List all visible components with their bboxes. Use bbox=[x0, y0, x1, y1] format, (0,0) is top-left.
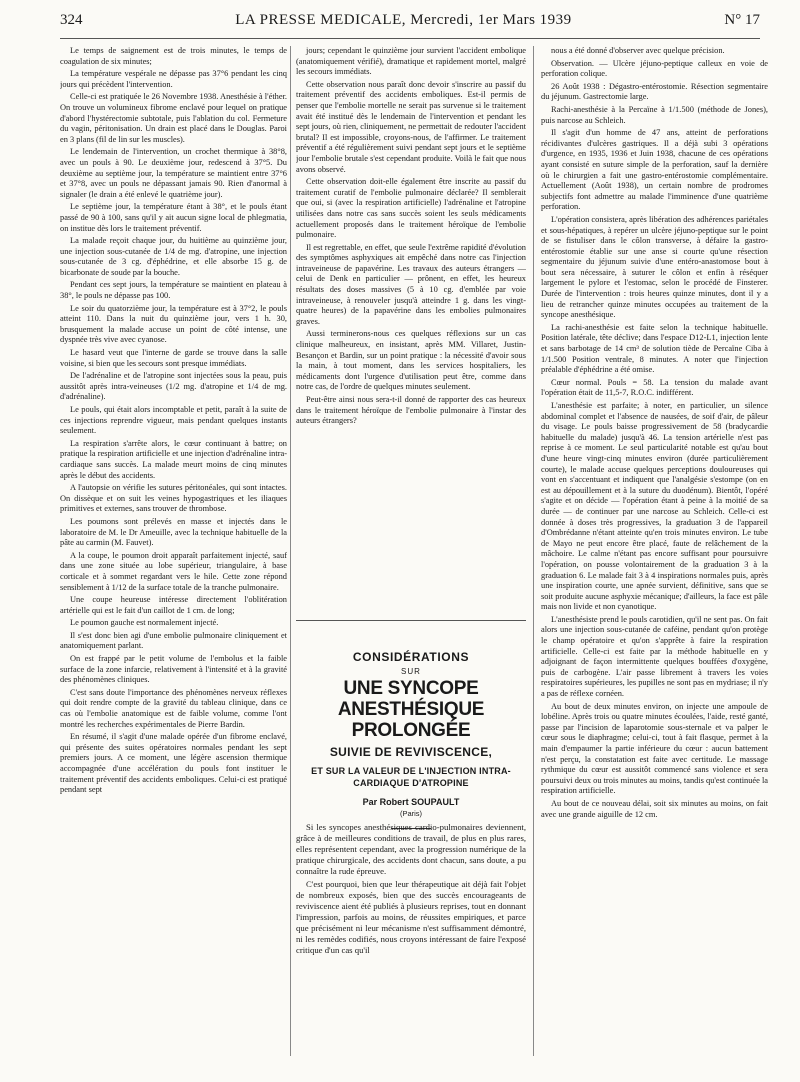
paragraph: Cœur normal. Pouls = 58. La tension du malade avant l'opération était de 11,5-7, R.O.C. indifférent. bbox=[541, 377, 768, 398]
paragraph: Au bout de ce nouveau délai, soit six minutes au moins, on fait avec une grande aiguille de 12 cm. bbox=[541, 798, 768, 819]
paragraph: nous a été donné d'observer avec quelque précision. bbox=[551, 46, 725, 55]
paragraph: La rachi-anesthésie est faite selon la technique habituelle. Position latérale, tête déclive; dans l'espace D12-L1, injection lente et sans barbotage de 14 cm³ de solution tiède de Percaïne Ciba à 1/1.500 Position ventrale, 8 minutes. A noter que l'injection préalable d'éphédrine a été omise. bbox=[541, 322, 768, 375]
paragraph: De l'adrénaline et de l'atropine sont injectées sous la peau, puis aussitôt après intra-veineuses (1/2 mg. d'atropine et 1/4 de mg. d'adrénaline). bbox=[60, 371, 287, 402]
paragraph: A l'autopsie on vérifie les sutures péritonéales, qui sont intactes. On dissèque et on suit les veines hypogastriques et les iliaques primitives et externes, sans trouver de thrombose. bbox=[60, 483, 287, 514]
paragraph: Le pouls, qui était alors incomptable et petit, paraît à la suite de ces injections reprendre vigueur, mais pendant quelques instants seulement. bbox=[60, 405, 287, 436]
paragraph: Il s'est donc bien agi d'une embolie pulmonaire cliniquement et anatomiquement parlant. bbox=[60, 630, 287, 651]
author-name: Robert SOUPAULT bbox=[379, 797, 460, 807]
issue-number: N° 17 bbox=[724, 12, 760, 28]
column-divider-left bbox=[290, 46, 291, 1056]
paragraph: Il s'agit d'un homme de 47 ans, atteint de perforations récidivantes d'ulcères gastriques. Il a déjà subi 3 opérations d'urgence, en 1935, 1936 et Juin 1938, chacune de ces opérations ayant consisté en suture simple de la perforation, sauf la dernière où le chirurgien a fait une gastro-entérostomie complémentaire. Actuellement (Août 1938), un certain nombre de prodromes subjectifs font admettre au malade l'imminence d'une quatrième perforation. bbox=[541, 128, 768, 212]
paragraph: Peut-être ainsi nous sera-t-il donné de rapporter des cas heureux dans le traitement héroïque de l'embolie pulmonaire à l'instar des auteurs étrangers? bbox=[296, 395, 526, 426]
paragraph: Celle-ci est pratiquée le 26 Novembre 1938. Anesthésie à l'éther. On trouve un volumineux fibrome enclavé pour lequel on pratique d'abord l'hystérectomie subtotale, puis l'ablation du col. Fermeture du vagin, péritonisation. Un drain est placé dans le Douglas. Paroi en 3 plans (fil de lin sur les muscles). bbox=[60, 92, 287, 144]
header-rule bbox=[60, 38, 760, 39]
paragraph: Cette observation nous paraît donc devoir s'inscrire au passif du traitement préventif des accidents emboliques. Est-il permis de penser que l'embolie mortelle ne serait pas survenue si le traitement avait été institué dès le lendemain de l'intervention et pendant les sept jours, où rien, cliniquement, ne permettait de redouter l'accident brutal? Il est impossible, croyons-nous, de l'affirmer. Le traitement préventif a été régulièrement suivi pendant sept jours et le septième jour l'embolie brutale s'est cependant produite. Voilà le fait que nous avons observé. bbox=[296, 79, 526, 174]
paragraph: La malade reçoit chaque jour, du huitième au quinzième jour, une injection sous-cutanée de 1/4 de mg. d'atropine, une injection sous-cutanée de 3 cg. d'éphédrine, et elle absorbe 15 g. de bicarbonate de soude par la bouche. bbox=[60, 236, 287, 277]
paragraph: Aussi terminerons-nous ces quelques réflexions sur un cas clinique malheureux, en insistant, après MM. Villaret, Justin-Besançon et Bardin, sur un point pratique : la nécessité d'avoir sous la main, à tout moment, dans les services hospitaliers, les médicaments dont l'urgence d'utilisation peut être, comme dans notre cas, de l'ordre de quelques minutes seulement. bbox=[296, 329, 526, 392]
paragraph: jours; cependant le quinzième jour survient l'accident embolique (anatomiquement vérifié), dramatique et rapidement mortel, malgré les secours immédiats. bbox=[296, 46, 526, 77]
paragraph: Le temps de saignement est de trois minutes, le temps de coagulation de six minutes; bbox=[60, 46, 287, 66]
paragraph: Une coupe heureuse intéresse directement l'oblitération artérielle qui est le fait d'un caillot de 1 cm. de long; bbox=[60, 595, 287, 615]
column-3 bbox=[541, 46, 768, 1056]
article-title: UNE SYNCOPE ANESTHÉSIQUE PROLONGÉE bbox=[337, 678, 485, 741]
paragraph: Les poumons sont prélevés en masse et injectés dans le laboratoire de M. le Dr Ameuille, avec la technique habituelle de la pâte au carmin (M. Fauvet). bbox=[60, 516, 287, 548]
paragraph: L'opération consistera, après libération des adhérences pariétales et sous-hépatiques, à repérer un ulcère jéjuno-peptique sur le point de se fistuliser dans le côlon transverse, à défaire la gastro-entérostomie établie sur une anse si courte qu'une résection segmentaire du jéjunum suivie d'une entéro-anastomose bout à bout sera nécessaire, à suturer le côlon et enfin à réséquer largement le pylore et l'estomac, selon le procédé de Finsterer. Durée de l'intervention : trois heures quinze minutes, dont il y a lieu de retrancher quinze minutes occupées au traitement de la syncope anesthésique. bbox=[541, 214, 768, 320]
paragraph: Le lendemain de l'intervention, un crochet thermique à 38°8, avec un pouls à 90. Le deuxième jour, redescend à 37°5. Du deuxième au septième jour, la température se maintient entre 37°6 et 37°8, avec un pouls ne dépassant jamais 90. Rien d'anormal à signaler (le drain a été enlevé le quatrième jour). bbox=[60, 147, 287, 199]
paragraph: L'anesthésiste prend le pouls carotidien, qu'il ne sent pas. On fait alors une injection sous-cutanée de caféine, pendant qu'on protège le champ opératoire et qu'on s'apprête à faire la respiration artificielle. Celle-ci est faite par la méthode habituelle en y adjoignant de façon intermittente quelques bouffées d'oxygène, puis de carbogène. L'air passe librement à travers les voies respiratoires supérieures, les pupilles ne sont pas en mydriase; il n'y a pas de réflexe cornéen. bbox=[541, 614, 768, 699]
article-subtitle: SUIVIE DE REVIVISCENCE, bbox=[329, 745, 493, 759]
article-separator bbox=[296, 620, 526, 621]
paragraph: 26 Août 1938 : Dégastro-entérostomie. Résection segmentaire du jéjunum. Gastrectomie large. bbox=[541, 81, 768, 102]
paragraph: La respiration s'arrête alors, le cœur continuant à battre; on pratique la respiration artificielle et une injection d'adrénaline intra-cardiaque sans succès. La malade meurt moins de cinq minutes après le début des accidents. bbox=[60, 438, 287, 480]
journal-title: LA PRESSE MEDICALE, Mercredi, 1er Mars 1939 bbox=[235, 12, 572, 28]
paragraph: Au bout de deux minutes environ, on injecte une ampoule de lobéline. Après trois ou quatre minutes écoulées, l'aide, resté ganté, passe par l'incision de laparotomie sous-sternale et va palper le cœur sous le diaphragme; celui-ci, tout à fait flasque, permet à la main d'empaumer la partie inférieure du cœur : aucun battement n'est perçu, la constatation est faite avec certitude. Le massage rythmique du cœur est aussitôt commencé sans violence et sera poursuivi deux ou trois minutes au moins, tandis qu'est continuée la respiration artificielle. bbox=[541, 701, 768, 796]
paragraph: Si les syncopes anesthésiques cardio-pulmonaires deviennent, grâce à de meilleures conditions de travail, de plus en plus rares, elles représentent cependant, avec la progression numérique de la pratique chirurgicale, des accidents dont chacun, sans doute, a pu connaître la rude épreuve. bbox=[296, 822, 526, 876]
paragraph: Il est regrettable, en effet, que seule l'extrême rapidité d'évolution des symptômes asphyxiques ait empêché dans notre cas l'injection intraveineuse de papavérine. Les travaux des auteurs étrangers — celui de Denk en particulier — prônent, en effet, les heureux résultats des doses massives (5 à 10 cg. d'emblée par voie intraveineuse, à renouveler jusqu'à atteindre 1 g. dans les vingt-quatre heures) de la papavérine dans les embolies pulmonaires graves. bbox=[296, 242, 526, 326]
article-author bbox=[296, 797, 526, 807]
article-subtitle-2: ET SUR LA VALEUR DE L'INJECTION INTRA-CARDIAQUE D'ATROPINE bbox=[311, 766, 511, 788]
paragraph: Pendant ces sept jours, la température se maintient en plateau à 38°, le pouls ne dépasse pas 100. bbox=[60, 280, 287, 301]
paragraph: L'anesthésie est parfaite; à noter, en particulier, un silence abdominal complet et l'absence de nausées, de soif d'air, de pâleur du visage. Le pouls baisse progressivement de 58 (bradycardie habituelle du malade) jusqu'à 46. La tension artérielle n'est pas reprise à ce moment. Le seul particularité notable est qu'au bout d'une heure vingt-cinq minutes environ (durée particulièrement courte), le malade accuse quelques perceptions douloureuses qui vont en s'accentuant et indiquent que l'analgésie s'estompe (on en est au dépouillement et à la suture du duodénum). Bientôt, l'opéré s'agite et on décide — l'opération étant à peine à la moitié de sa durée — de continuer par une narcose au Schleich. Celle-ci est donnée à doses très progressives, la graduation 3 de l'appareil d'Ombrédanne n'étant atteinte qu'en trois minutes environ. Le tube de Mayo ne peut encore être placé, faute de relâchement de la mâchoire. Le calme n'étant pas encore suffisant pour poursuivre l'opération, on pousse volontairement de la graduation 3 à la graduation 6. Le malade fait 3 à 4 inspirations normales puis, après une inspiration courte, une apnée survient, définitive, sans que se soit produite aucune asphyxie mécanique; d'ailleurs, la face est pâle mais non livide et non cyanotique. bbox=[541, 401, 768, 612]
paragraph: Le poumon gauche est normalement injecté. bbox=[70, 618, 219, 628]
column-1 bbox=[60, 46, 287, 1056]
article-sur: SUR bbox=[401, 667, 421, 676]
article-header bbox=[296, 650, 526, 829]
paragraph: Le soir du quatorzième jour, la température est à 37°2, le pouls atteint 110. Dans la nuit du quinzième jour, vers 1 h. 30, brusquement la malade accuse un point de côté intense, une dyspnée très vive avec cyanose. bbox=[60, 303, 287, 345]
paragraph: Rachi-anesthésie à la Percaïne à 1/1.500 (méthode de Jones), puis narcose au Schleich. bbox=[541, 104, 768, 125]
paragraph: A la coupe, le poumon droit apparaît parfaitement injecté, sauf dans une zone située au lobe supérieur, triangulaire, à base corticale et à sommet regardant vers le hile. Cette zone répond sensiblement à 1/12 de la surface totale de la tranche pulmonaire. bbox=[60, 550, 287, 592]
article-kicker: CONSIDÉRATIONS bbox=[352, 650, 470, 664]
paragraph: C'est sans doute l'importance des phénomènes nerveux réflexes qui doit rendre compte de la gravité du tableau clinique, dans ce cas où l'embolie anatomique est de faible volume, comme l'ont montré les recherches expérimentales de Pierre Bardin. bbox=[60, 687, 287, 729]
paragraph: C'est pourquoi, bien que leur thérapeutique ait déjà fait l'objet de nombreux exposés, bien que des succès encourageants de reviviscence aient été publiés à plusieurs reprises, tout en donnant l'impression, parfois au moins, de réussites empiriques, et parce que précisément ni leur mécanisme n'est suffisamment démontré, ni les remèdes codifiés, nous croyons intéressant de faire l'exposé critique d'un cas qu'il bbox=[296, 879, 526, 955]
paragraph: La température vespérale ne dépasse pas 37°6 pendant les cinq jours qui précèdent l'intervention. bbox=[60, 69, 287, 89]
paragraph: En résumé, il s'agit d'une malade opérée d'un fibrome enclavé, qui présente des suites opératoires normales pendant les sept premiers jours. A ce moment, une légère ascension thermique accompagnée d'une accélération du pouls font instituer le traitement préventif des accidents emboliques. Celui-ci est pratiqué pendant sept bbox=[60, 732, 287, 795]
column-2-bottom bbox=[296, 822, 526, 1062]
running-head bbox=[60, 12, 760, 38]
paragraph: On est frappé par le petit volume de l'embolus et la faible surface de la zone infarcie, relativement à l'intensité et à la gravité des phénomènes cliniques. bbox=[60, 654, 287, 685]
author-prefix: Par bbox=[362, 797, 378, 807]
column-divider-right bbox=[533, 46, 534, 1056]
author-place: (Paris) bbox=[399, 809, 423, 818]
paragraph: Observation. — Ulcère jéjuno-peptique calleux en voie de perforation colique. bbox=[541, 58, 768, 79]
page-number: 324 bbox=[60, 12, 83, 28]
paragraph: Cette observation doit-elle également être inscrite au passif du traitement curatif de l'embolie pulmonaire déclarée? Il semblerait que oui, si (avec la respiration artificielle) l'adrénaline et l'atropine utilisées dans notre cas sans succès soient les seuls médicaments actuellement proposés dans le traitement héroïque de l'embolie pulmonaire. bbox=[296, 177, 526, 240]
column-2-top bbox=[296, 46, 526, 591]
paragraph: Le hasard veut que l'interne de garde se trouve dans la salle voisine, si bien que les secours sont presque immédiats. bbox=[60, 348, 287, 368]
paragraph: Le septième jour, la température étant à 38°, et le pouls étant passé de 90 à 100, sans qu'il y ait aucun signe local de phlegmatia, on institue dès lors le traitement préventif. bbox=[60, 202, 287, 233]
